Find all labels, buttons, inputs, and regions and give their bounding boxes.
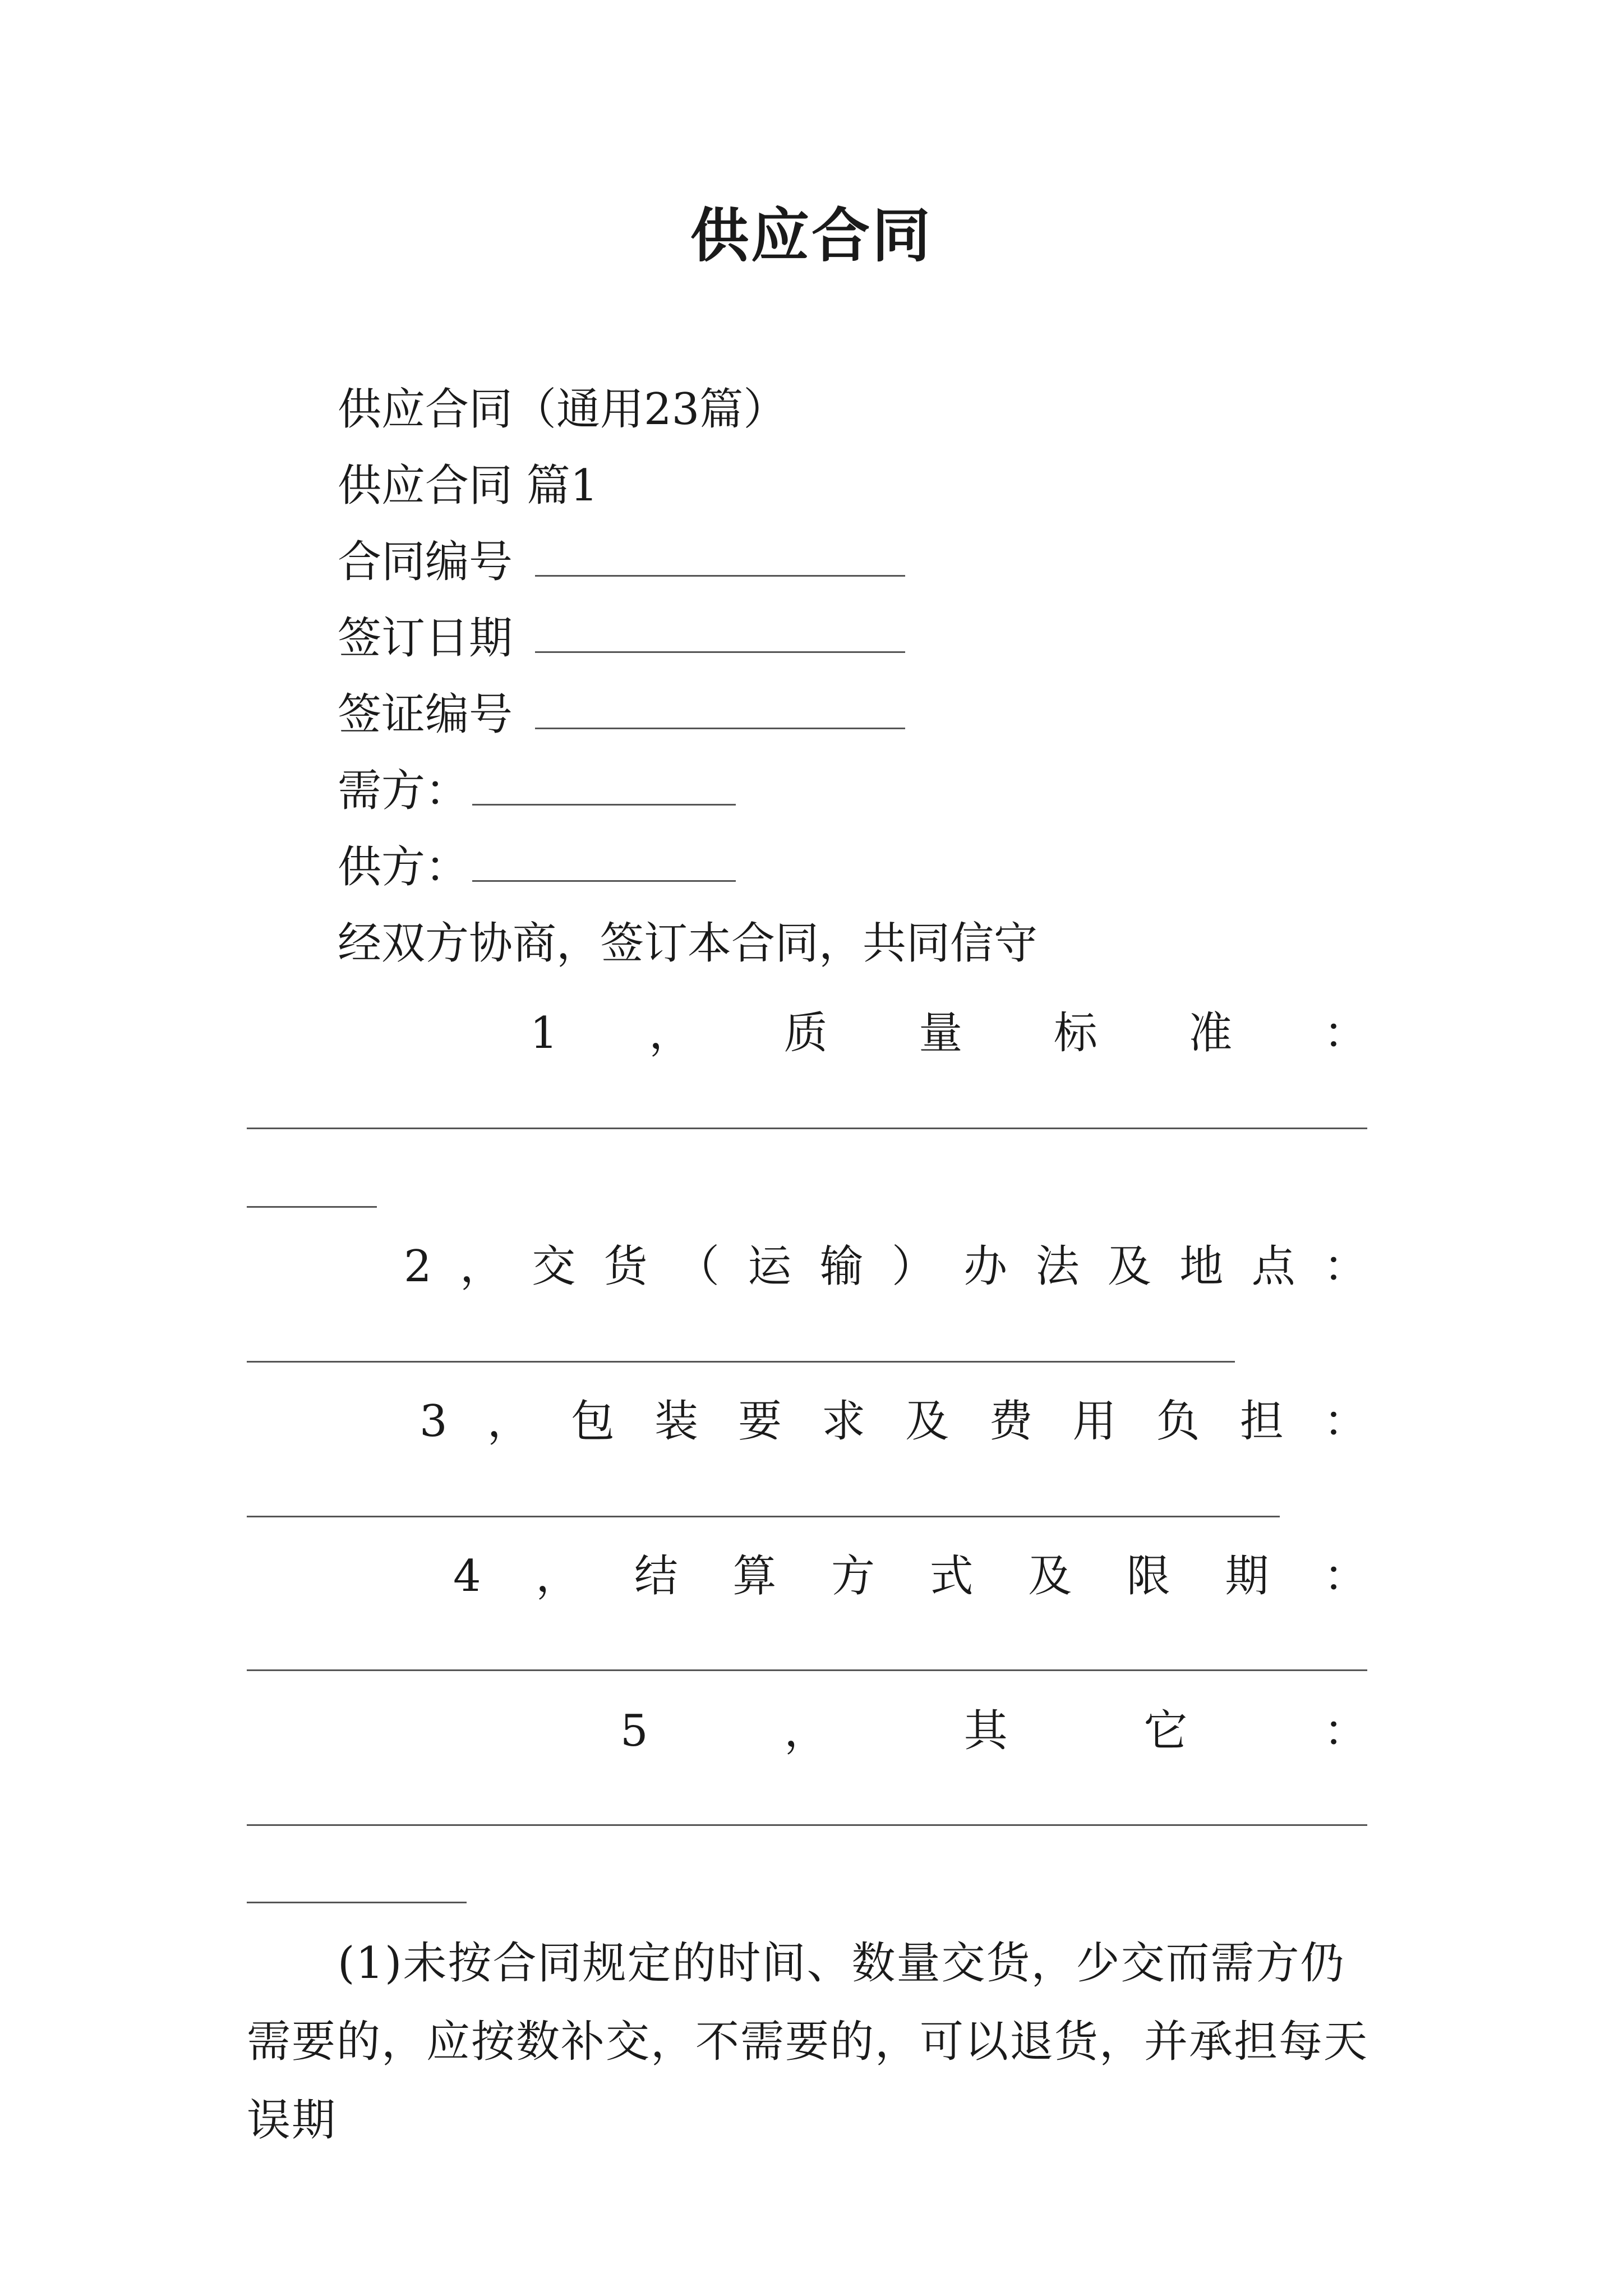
clause-char: 3 xyxy=(419,1396,448,1447)
clause-char: 量 xyxy=(919,1008,963,1059)
clause-char: 其 xyxy=(963,1706,1008,1756)
field-visa-number xyxy=(338,687,905,743)
clause-char: 及 xyxy=(905,1396,949,1447)
field-label: 签证编号 xyxy=(338,689,513,740)
fill-blank xyxy=(535,616,905,653)
clause-char: ： xyxy=(1323,1396,1367,1447)
fill-blank xyxy=(472,845,736,882)
fill-blank xyxy=(472,769,736,806)
field-label: 合同编号 xyxy=(338,537,513,587)
clause-char: ： xyxy=(1323,1241,1367,1292)
clause-char: 输 xyxy=(819,1241,864,1292)
fill-rule xyxy=(247,1361,1235,1363)
clause-char: 标 xyxy=(1053,1008,1098,1059)
clause-2 xyxy=(247,1239,1367,1295)
clause-char: 用 xyxy=(1072,1396,1117,1447)
clause-char: 2 xyxy=(404,1241,432,1292)
fill-rule xyxy=(247,1206,377,1208)
clause-5 xyxy=(247,1703,1367,1759)
field-contract-number xyxy=(338,534,905,590)
clause-char: 负 xyxy=(1156,1396,1200,1447)
clause-char: 装 xyxy=(654,1396,698,1447)
fill-rule xyxy=(247,1128,1367,1129)
fill-blank xyxy=(535,540,905,577)
clause-char: 方 xyxy=(831,1551,875,1602)
clause-3 xyxy=(247,1393,1367,1450)
fill-rule xyxy=(247,1824,1367,1826)
clause-char: ， xyxy=(459,1241,504,1292)
clause-char: 4 xyxy=(453,1551,481,1602)
clause-char: 及 xyxy=(1107,1241,1151,1292)
field-buyer xyxy=(338,763,736,819)
field-sign-date xyxy=(338,610,905,666)
heading-line: 供应合同（通用23篇） xyxy=(338,384,787,435)
clause-char: 准 xyxy=(1188,1008,1233,1059)
clause-char: 货 xyxy=(603,1241,648,1292)
clause-char: 算 xyxy=(732,1551,777,1602)
clause-char: 办 xyxy=(963,1241,1008,1292)
clause-char: ） xyxy=(891,1241,935,1292)
chapter-line: 供应合同 篇1 xyxy=(338,461,598,511)
field-label: 需方： xyxy=(338,766,469,816)
fill-blank xyxy=(535,693,905,729)
field-label: 签订日期 xyxy=(338,613,513,664)
fill-rule xyxy=(247,1516,1280,1517)
clause-char: 式 xyxy=(929,1551,974,1602)
clause-char: ： xyxy=(1323,1008,1367,1059)
clause-char: 包 xyxy=(570,1396,615,1447)
clause-char: 及 xyxy=(1028,1551,1072,1602)
clause-char: 交 xyxy=(532,1241,576,1292)
clause-char: ， xyxy=(784,1706,828,1756)
field-supplier xyxy=(338,839,736,895)
clause-char: ， xyxy=(487,1396,531,1447)
field-label: 供方： xyxy=(338,842,469,892)
clause-char: ， xyxy=(649,1008,693,1059)
clause-char: 费 xyxy=(989,1396,1033,1447)
clause-1 xyxy=(247,1005,1367,1061)
intro-line: 经双方协商，签订本合同，共同信守 xyxy=(338,918,1038,969)
clause-char: ： xyxy=(1323,1551,1367,1602)
clause-4 xyxy=(247,1548,1367,1604)
clause-char: 限 xyxy=(1126,1551,1170,1602)
clause-char: 点 xyxy=(1251,1241,1295,1292)
clause-char: （ xyxy=(675,1241,720,1292)
clause-char: 结 xyxy=(634,1551,678,1602)
clause-char: 法 xyxy=(1035,1241,1080,1292)
clause-char: 期 xyxy=(1225,1551,1269,1602)
document-title: 供应合同 xyxy=(690,201,933,270)
clause-char: ： xyxy=(1323,1706,1367,1756)
fill-rule xyxy=(247,1669,1367,1671)
clause-char: 求 xyxy=(822,1396,866,1447)
clause-char: 担 xyxy=(1239,1396,1284,1447)
clause-char: 5 xyxy=(620,1706,648,1756)
clause-char: 运 xyxy=(748,1241,792,1292)
clause-char: ， xyxy=(536,1551,580,1602)
clause-char: 要 xyxy=(738,1396,782,1447)
clause-char: 它 xyxy=(1144,1706,1188,1756)
fill-rule xyxy=(247,1902,467,1903)
clause-char: 质 xyxy=(783,1008,828,1059)
clause-char: 1 xyxy=(530,1008,558,1059)
clause-char: 地 xyxy=(1179,1241,1224,1292)
clause-paragraph: (1)未按合同规定的时间、数量交货，少交而需方仍需要的，应按数补交，不需要的，可以退货，并承担每天误期 xyxy=(247,1938,1369,2146)
